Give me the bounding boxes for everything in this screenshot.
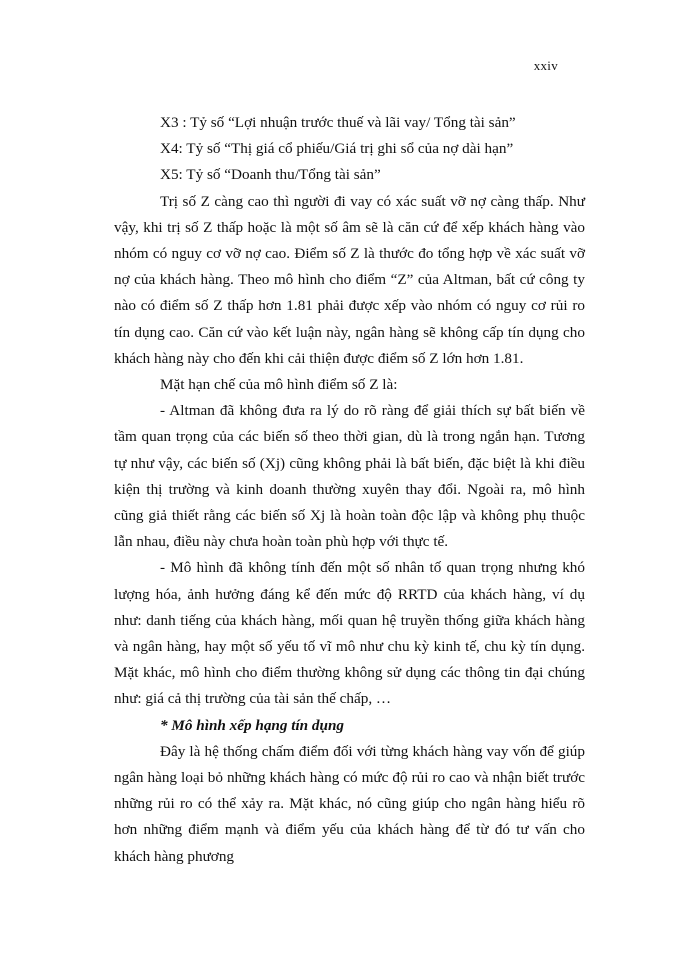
paragraph-rating-model: Đây là hệ thống chấm điểm đối với từng khách hàng vay vốn để giúp ngân hàng loại bỏ những khách hàng có mức độ rủi ro cao và nhận biết trước những rủi ro có thể xảy ra. Mặt khác, nó cũng giúp cho ngân hàng hiểu rõ hơn những điểm mạnh và điểm yếu của khách hàng để từ đó tư vấn cho khách hàng phương [114,742,585,865]
body-text [114,110,585,870]
paragraph-x4: X4: Tỷ số “Thị giá cổ phiếu/Giá trị ghi sổ của nợ dài hạn” [160,140,514,158]
paragraph-limit-2: - Mô hình đã không tính đến một số nhân tố quan trọng nhưng khó lượng hóa, ảnh hưởng đáng kể đến mức độ RRTD của khách hàng, ví dụ như: danh tiếng của khách hàng, mối quan hệ truyền thống giữa khách hàng và ngân hàng, hay một số yếu tố vĩ mô như chu kỳ kinh tế, chu kỳ tín dụng. Mặt khác, mô hình cho điểm thường không sử dụng các thông tin đại chúng như: giá cả thị trường của tài sản thế chấp, … [114,559,585,708]
paragraph-limits-intro: Mặt hạn chế của mô hình điểm số Z là: [160,376,398,394]
paragraph-x5: X5: Tỷ số “Doanh thu/Tổng tài sản” [160,166,381,184]
section-heading: * Mô hình xếp hạng tín dụng [160,716,345,734]
paragraph-z-score: Trị số Z càng cao thì người đi vay có xác suất vỡ nợ càng thấp. Như vậy, khi trị số Z thấp hoặc là một số âm sẽ là căn cứ để xếp khách hàng vào nhóm có nguy cơ vỡ nợ cao. Điểm số Z là thước đo tổng hợp về xác suất vỡ nợ của khách hàng. Theo mô hình cho điểm “Z” của Altman, bất cứ công ty nào có điểm số Z thấp hơn 1.81 phải được xếp vào nhóm có nguy cơ rủi ro tín dụng cao. Căn cứ vào kết luận này, ngân hàng sẽ không cấp tín dụng cho khách hàng này cho đến khi cải thiện được điểm số Z lớn hơn 1.81. [114,192,585,367]
paragraph-limit-1: - Altman đã không đưa ra lý do rõ ràng để giải thích sự bất biến về tầm quan trọng của các biến số theo thời gian, dù là trong ngắn hạn. Tương tự như vậy, các biến số (Xj) cũng không phải là bất biến, đặc biệt là khi điều kiện thị trường và kinh doanh thường xuyên thay đổi. Ngoài ra, mô hình cũng giả thiết rằng các biến số Xj là hoàn toàn độc lập và không phụ thuộc lẫn nhau, điều này chưa hoàn toàn phù hợp với thực tế. [114,402,585,551]
paragraph-x3: X3 : Tỷ số “Lợi nhuận trước thuế và lãi vay/ Tổng tài sản” [160,114,516,131]
page-number: xxiv [533,58,558,73]
